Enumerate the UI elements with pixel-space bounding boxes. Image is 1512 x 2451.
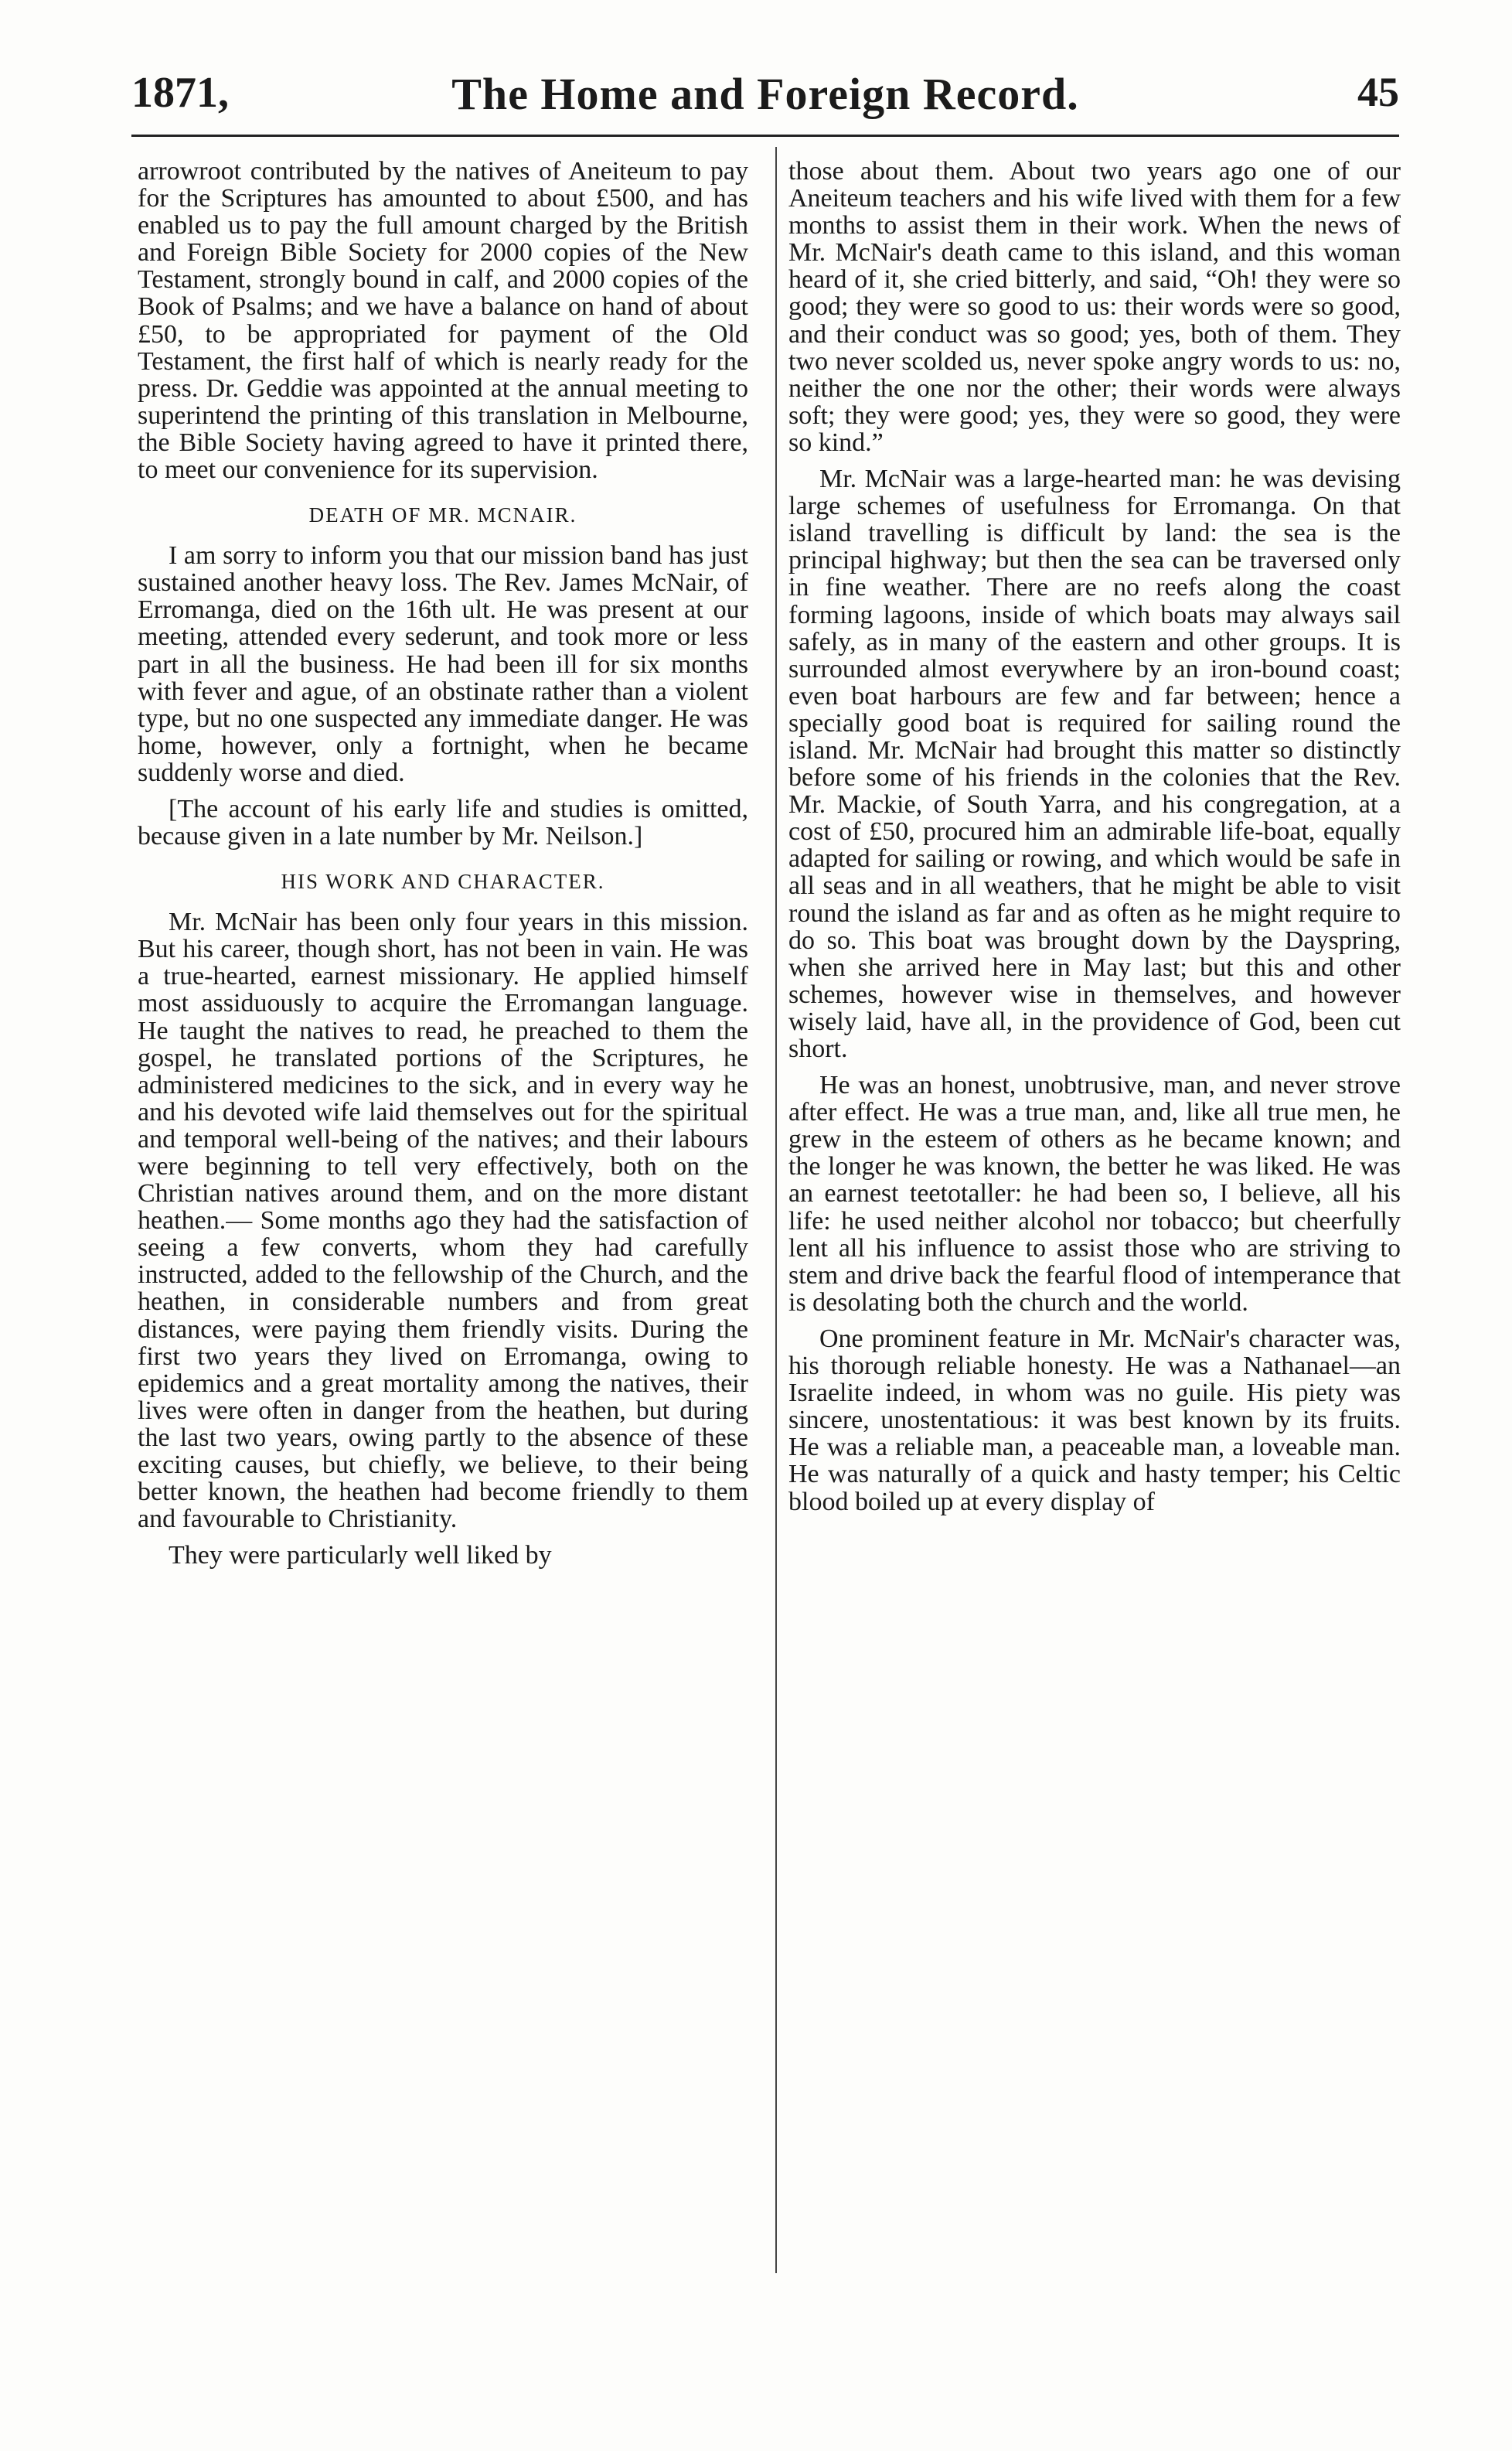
- left-column: [138, 158, 748, 1569]
- section-heading-work: HIS WORK AND CHARACTER.: [281, 870, 605, 894]
- left-paragraph-4: Mr. McNair has been only four years in this mission. But his career, though short, has not been in vain. He was a true-hearted, earnest missionary. He applied himself most assiduously to acquire the Erromangan language. He taught the natives to read, he preached to them the gospel, he translated portions of the Scriptures, he administered medicines to the sick, and in every way he and his devoted wife laid themselves out for the spiritual and temporal well-being of the natives; and their labours were beginning to tell very effectively, both on the Christian natives around them, and on the more distant heathen.— Some months ago they had the satisfaction of seeing a few converts, whom they had carefully instructed, added to the fellowship of the Church, and the heathen, in considerable numbers and from great distances, were paying them friendly visits. During the first two years they lived on Erromanga, owing to epidemics and a great mortality among the natives, their lives were often in danger from the heathen, but during the last two years, owing partly to the absence of these exciting causes, but chiefly, we believe, to their being better known, the heathen had become friendly to them and favourable to Christianity.: [138, 908, 748, 1534]
- right-paragraph-3: He was an honest, unobtrusive, man, and never strove after effect. He was a true man, and, like all true men, he grew in the esteem of others as he became known; and the longer he was known, the better he was liked. He was an earnest teetotaller: he had been so, I believe, all his life: he used neither alcohol nor tobacco; but cheerfully lent all his influence to assist those who are striving to stem and drive back the fearful flood of intemperance that is desolating both the church and the world.: [788, 1071, 1401, 1317]
- right-paragraph-4: One prominent feature in Mr. McNair's character was, his thorough reliable honesty. He was a Nathanael—an Israelite indeed, in whom was no guile. His piety was sincere, unostentatious: it was best known by its fruits. He was a reliable man, a peaceable man, a loveable man. He was naturally of a quick and hasty temper; his Celtic blood boiled up at every display of: [788, 1324, 1401, 1516]
- left-paragraph-2: I am sorry to inform you that our mission band has just sustained another heavy loss. The Rev. James McNair, of Erromanga, died on the 16th ult. He was present at our meeting, attended every sederunt, and took more or less part in all the business. He had been ill for six months with fever and ague, of an obstinate rather than a violent type, but no one suspected any immediate danger. He was home, however, only a fortnight, when he became suddenly worse and died.: [138, 541, 748, 787]
- left-paragraph-1: arrowroot contributed by the natives of Aneiteum to pay for the Scriptures has amounted to about £500, and has enabled us to pay the full amount charged by the British and Foreign Bible Society for 2000 copies of the New Testament, strongly bound in calf, and 2000 copies of the Book of Psalms; and we have a balance on hand of about £50, to be appropriated for payment of the Old Testament, the first half of which is nearly ready for the press. Dr. Geddie was appointed at the annual meeting to superintend the printing of this translation in Melbourne, the Bible Society having agreed to have it printed there, to meet our convenience for its supervision.: [138, 157, 748, 485]
- right-paragraph-2: Mr. McNair was a large-hearted man: he was devising large schemes of usefulness for Erromanga. On that island travelling is difficult by land: the sea is the principal highway; but then the sea can be traversed only in fine weather. There are no reefs along the coast forming lagoons, inside of which boats may always sail safely, as in many of the eastern and other groups. It is surrounded almost everywhere by an iron-bound coast; even boat harbours are few and far between; hence a specially good boat is required for sailing round the island. Mr. McNair had brought this matter so distinctly before some of his friends in the colonies that the Rev. Mr. Mackie, of South Yarra, and his congregation, at a cost of £50, procured him an admirable life-boat, equally adapted for sailing or rowing, and which would be safe in all seas and in all weathers, that he might be able to visit round the island as far and as often as he might require to do so. This boat was brought down by the Dayspring, when she arrived here in May last; but this and other schemes, however wise in themselves, and however wisely laid, have all, in the providence of God, been cut short.: [788, 465, 1401, 1063]
- left-paragraph-5: They were particularly well liked by: [169, 1541, 552, 1570]
- right-paragraph-1: those about them. About two years ago one of our Aneiteum teachers and his wife lived with them for a few months to assist them in their work. When the news of Mr. McNair's death came to this island, and this woman heard of it, she cried bitterly, and said, “Oh! they were so good; they were so good to us: their words were so good, and their conduct was so good; yes, both of them. They two never scolded us, never spoke angry words to us: no, neither the one nor the other; their words were always soft; they were good; yes, they were so good, they were so kind.”: [788, 157, 1401, 457]
- column-divider: [775, 147, 777, 2273]
- header-rule: [131, 135, 1399, 137]
- header-year: 1871,: [131, 69, 229, 117]
- page-header: [131, 68, 1399, 130]
- left-paragraph-3: [The account of his early life and studies is omitted, because given in a late number by Mr. Neilson.]: [138, 794, 748, 851]
- section-heading-death: DEATH OF MR. MCNAIR.: [308, 503, 577, 527]
- header-title: The Home and Foreign Record.: [451, 69, 1079, 119]
- page-number: 45: [1357, 69, 1399, 115]
- right-column: [788, 158, 1401, 1515]
